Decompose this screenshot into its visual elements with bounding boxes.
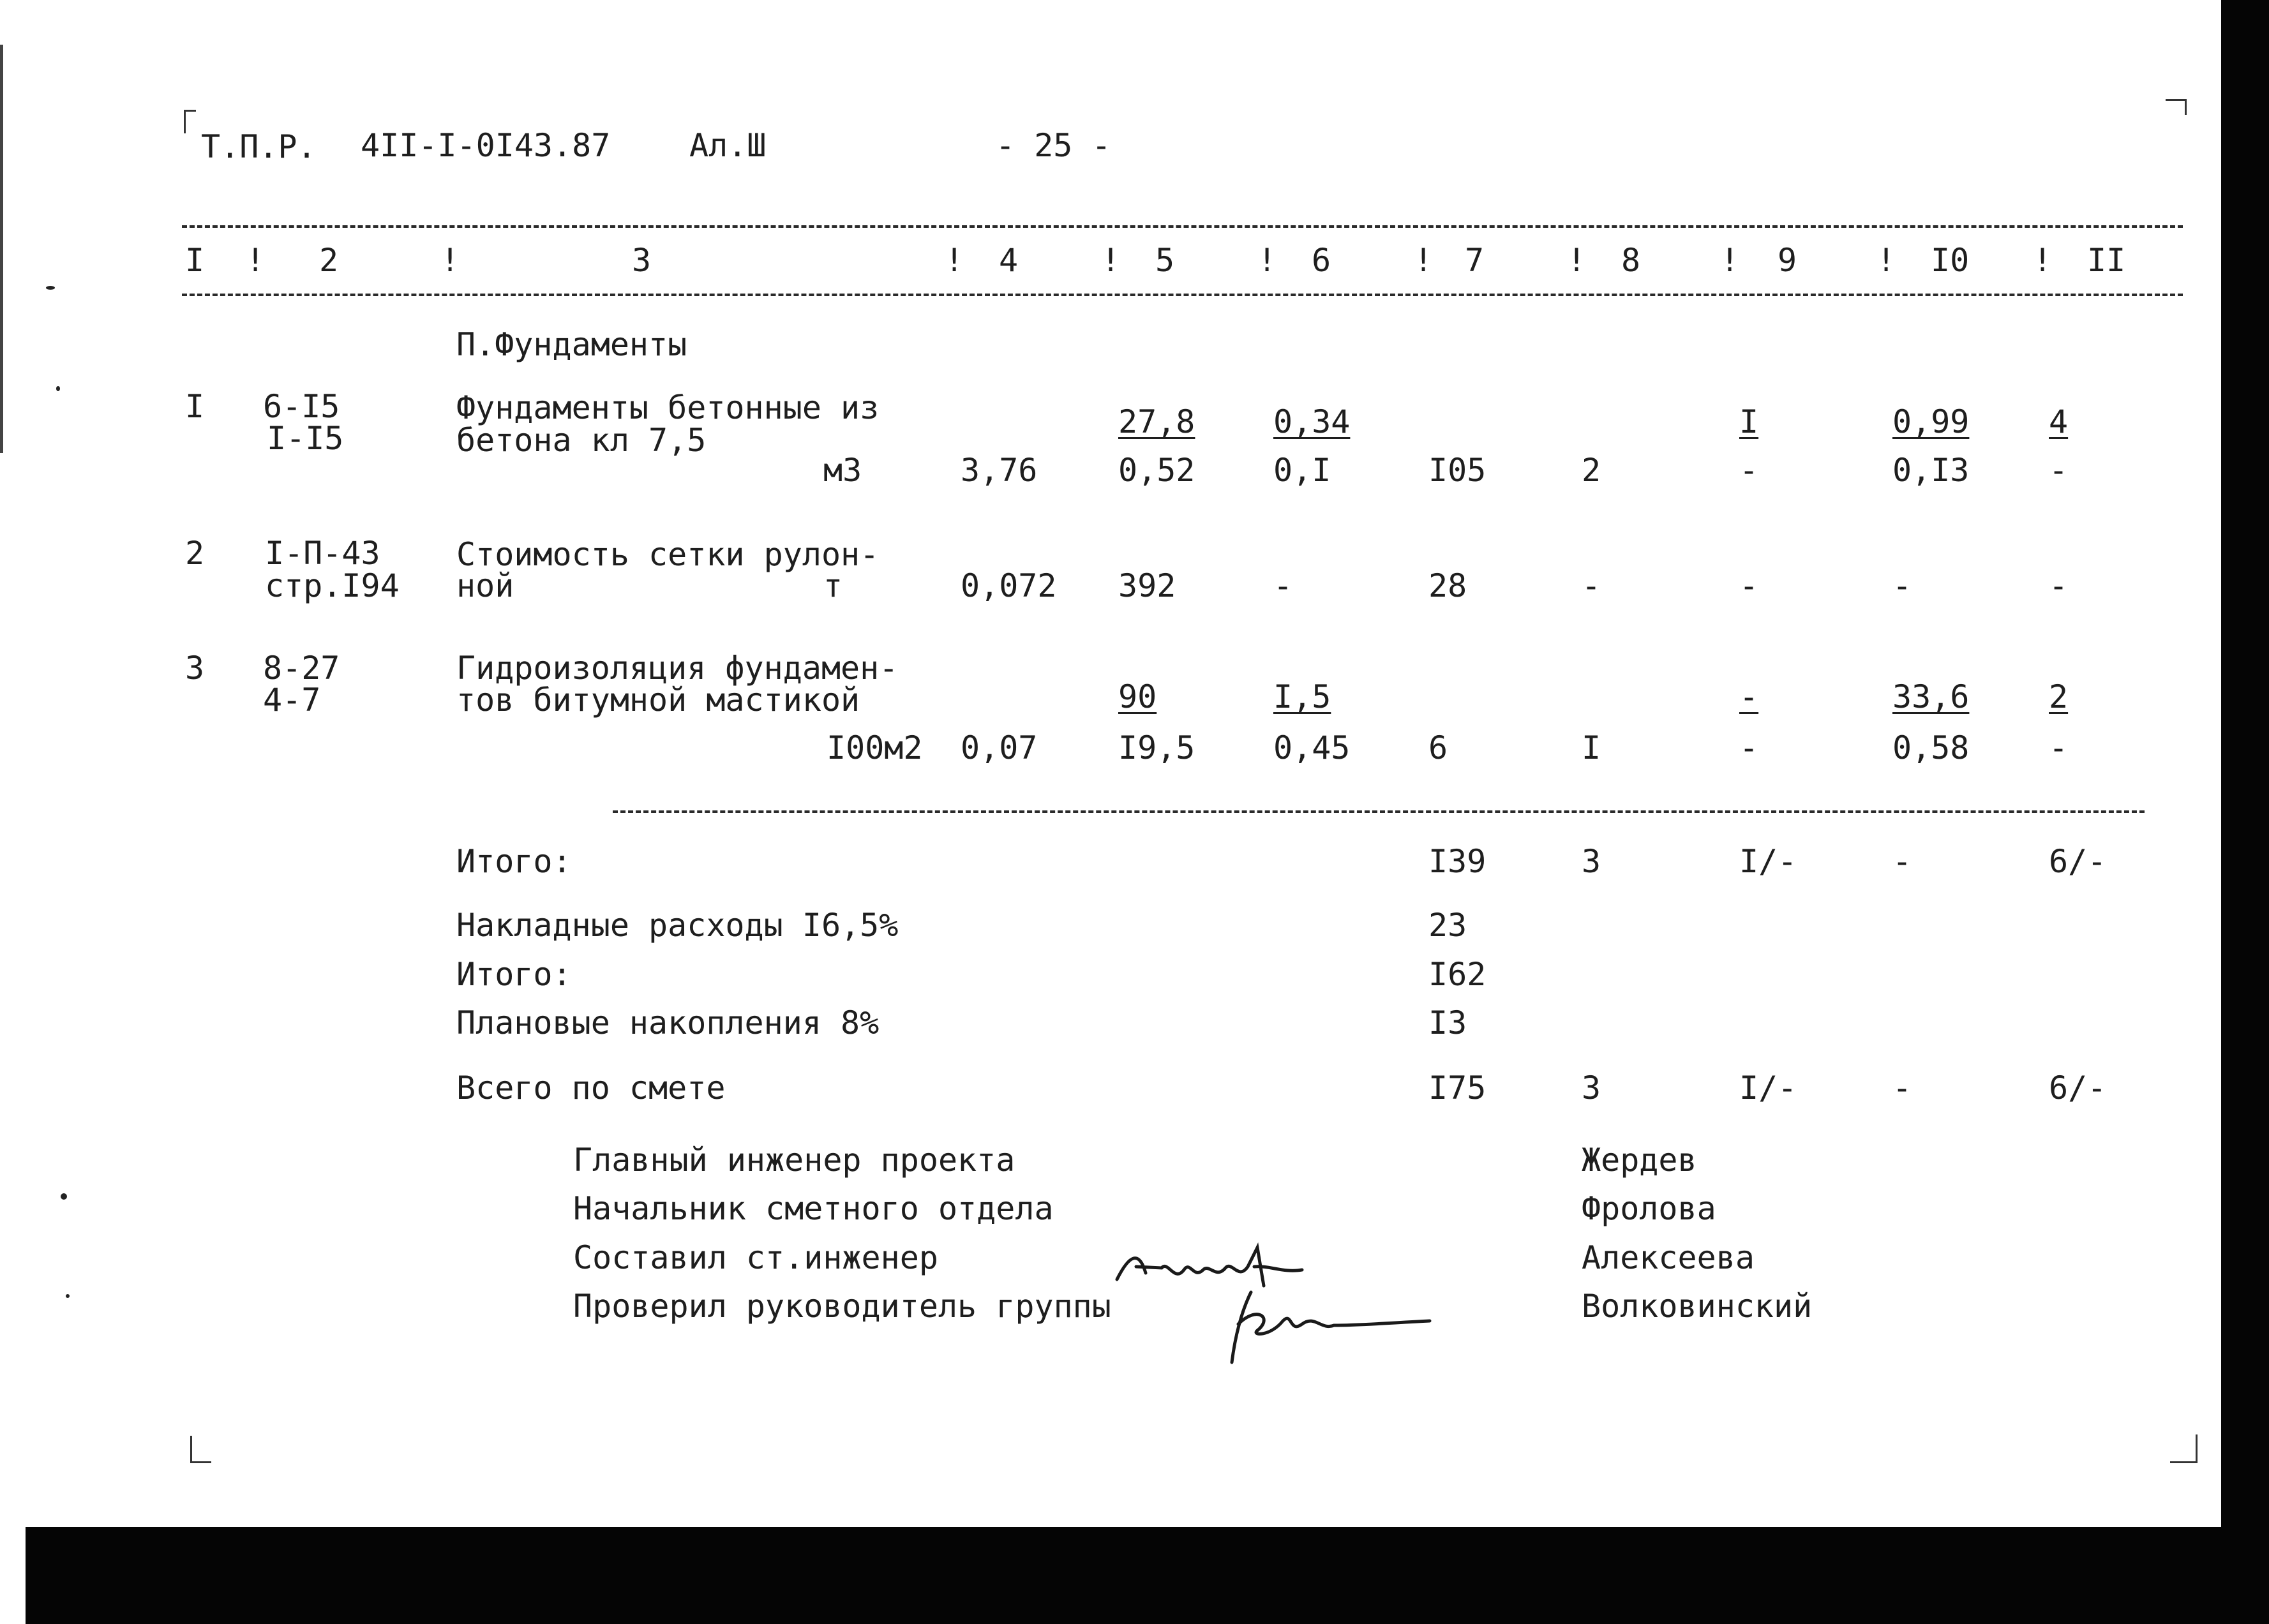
signature-name: Фролова	[1582, 1190, 1716, 1227]
row-cell-6-bottom: 0,I	[1273, 452, 1331, 489]
row-cell-6-top: I,5	[1273, 678, 1331, 715]
scan-speck	[61, 1193, 67, 1200]
scan-speck	[66, 1294, 70, 1298]
row-cell-7: 28	[1428, 567, 1467, 604]
page-number: - 25 -	[996, 127, 1111, 164]
column-separator: !	[1567, 242, 1587, 279]
row-cell-9-bottom: -	[1739, 452, 1759, 489]
column-number-3: 3	[632, 242, 652, 279]
doc-code: Т.П.Р.	[201, 128, 317, 165]
row-cell-5-top: 90	[1118, 678, 1157, 715]
row-cell-6: -	[1273, 567, 1293, 604]
row-code: стр.I94	[265, 567, 400, 604]
column-separator: !	[945, 242, 964, 279]
row-cell-9-top: -	[1739, 678, 1759, 715]
subtotal-value: I62	[1428, 956, 1486, 993]
column-number-5: 5	[1155, 242, 1175, 279]
totals-rule	[613, 810, 2145, 813]
row-quantity: 0,07	[961, 729, 1038, 766]
album-number: Ал.Ш	[689, 127, 767, 164]
row-description: тов битумной мастикой	[456, 682, 860, 719]
row-cell-9-top: I	[1739, 403, 1759, 440]
row-cell-11-bottom: -	[2049, 452, 2069, 489]
row-code: I-I5	[267, 420, 344, 457]
grand-total-cell-8: 3	[1582, 1069, 1601, 1106]
column-separator: !	[246, 242, 266, 279]
row-cell-8: I	[1582, 729, 1601, 766]
row-cell-7: 6	[1428, 729, 1448, 766]
column-separator: !	[2033, 242, 2053, 279]
row-cell-11-top: 2	[2049, 678, 2069, 715]
column-number-1: I	[185, 242, 205, 279]
scan-left-edge	[0, 45, 3, 453]
corner-mark-bottom-right	[2170, 1434, 2198, 1463]
row-unit: м3	[823, 452, 862, 489]
row-cell-10-bottom: 0,58	[1892, 729, 1970, 766]
total-cell-7: I39	[1428, 843, 1486, 880]
row-unit: т	[823, 567, 843, 604]
row-cell-7: I05	[1428, 452, 1486, 489]
total-label: Итого:	[456, 843, 572, 880]
total-cell-8: 3	[1582, 843, 1601, 880]
grand-total-cell-11: 6/-	[2049, 1069, 2107, 1106]
row-cell-5-bottom: 0,52	[1118, 452, 1195, 489]
overhead-value: 23	[1428, 907, 1467, 944]
row-number: I	[185, 388, 205, 425]
row-cell-8: -	[1582, 567, 1601, 604]
row-quantity: 3,76	[961, 452, 1038, 489]
row-cell-10: -	[1892, 567, 1912, 604]
signature-name: Волковинский	[1582, 1288, 1813, 1325]
grand-total-cell-7: I75	[1428, 1069, 1486, 1106]
handwritten-signature-checker	[1213, 1286, 1442, 1369]
signature-role: Главный инженер проекта	[573, 1142, 1015, 1179]
row-cell-11-bottom: -	[2049, 729, 2069, 766]
column-number-2: 2	[319, 242, 339, 279]
row-quantity: 0,072	[961, 567, 1057, 604]
row-cell-11: -	[2049, 567, 2069, 604]
column-separator: !	[1257, 242, 1277, 279]
row-cell-6-top: 0,34	[1273, 403, 1351, 440]
total-cell-10: -	[1892, 843, 1912, 880]
column-number-10: I0	[1931, 242, 1970, 279]
row-cell-10-top: 33,6	[1892, 678, 1970, 715]
section-title: П.Фундаменты	[456, 326, 687, 363]
column-number-9: 9	[1778, 242, 1797, 279]
row-code: 6-I5	[263, 388, 340, 425]
column-separator: !	[1876, 242, 1896, 279]
row-code: 8-27	[263, 650, 340, 687]
row-unit: I00м2	[827, 729, 923, 766]
column-number-4: 4	[999, 242, 1019, 279]
column-separator: !	[1414, 242, 1434, 279]
row-cell-11-top: 4	[2049, 403, 2069, 440]
scan-right-border	[2221, 0, 2269, 1624]
column-number-6: 6	[1312, 242, 1331, 279]
row-cell-5: 392	[1118, 567, 1176, 604]
row-description: ной	[456, 567, 514, 604]
scan-bottom-border	[26, 1527, 2269, 1624]
column-separator: !	[1720, 242, 1740, 279]
row-description: бетона кл 7,5	[456, 422, 707, 459]
planned-savings-value: I3	[1428, 1004, 1467, 1041]
row-cell-10-bottom: 0,I3	[1892, 452, 1970, 489]
row-code: I-П-43	[265, 535, 380, 572]
scan-speck	[46, 286, 55, 290]
overhead-label: Накладные расходы I6,5%	[456, 907, 899, 944]
row-description: Гидроизоляция фундамен-	[456, 650, 899, 687]
grand-total-cell-10: -	[1892, 1069, 1912, 1106]
corner-mark-bottom-left	[190, 1436, 211, 1463]
row-code: 4-7	[263, 682, 321, 719]
row-cell-9-bottom: -	[1739, 729, 1759, 766]
scan-speck	[56, 386, 60, 391]
column-separator: !	[1101, 242, 1121, 279]
row-number: 3	[185, 650, 205, 687]
signature-name: Алексеева	[1582, 1239, 1755, 1276]
grand-total-cell-9: I/-	[1739, 1069, 1797, 1106]
signature-role: Начальник сметного отдела	[573, 1190, 1054, 1227]
signature-name: Жердев	[1582, 1142, 1697, 1179]
row-cell-10-top: 0,99	[1892, 403, 1970, 440]
signature-role: Проверил руководитель группы	[573, 1288, 1111, 1325]
row-description: Стоимость сетки рулон-	[456, 536, 880, 573]
row-cell-6-bottom: 0,45	[1273, 729, 1351, 766]
row-cell-5-top: 27,8	[1118, 403, 1195, 440]
column-number-8: 8	[1621, 242, 1641, 279]
row-cell-8: 2	[1582, 452, 1601, 489]
column-number-7: 7	[1465, 242, 1485, 279]
row-cell-5-bottom: I9,5	[1118, 729, 1195, 766]
row-number: 2	[185, 535, 205, 572]
planned-savings-label: Плановые накопления 8%	[456, 1004, 880, 1041]
corner-mark-top-left	[184, 110, 196, 133]
project-number: 4II-I-0I43.87	[361, 127, 611, 164]
header-rule-top	[182, 225, 2183, 228]
header-rule-bottom	[182, 294, 2183, 296]
grand-total-label: Всего по смете	[456, 1069, 726, 1106]
total-cell-9: I/-	[1739, 843, 1797, 880]
signature-role: Составил ст.инженер	[573, 1239, 938, 1276]
row-cell-9: -	[1739, 567, 1759, 604]
row-description: Фундаменты бетонные из	[456, 389, 880, 426]
total-cell-11: 6/-	[2049, 843, 2107, 880]
column-separator: !	[440, 242, 460, 279]
column-number-11: II	[2087, 242, 2126, 279]
corner-mark-top-right	[2166, 99, 2187, 115]
subtotal-label: Итого:	[456, 956, 572, 993]
